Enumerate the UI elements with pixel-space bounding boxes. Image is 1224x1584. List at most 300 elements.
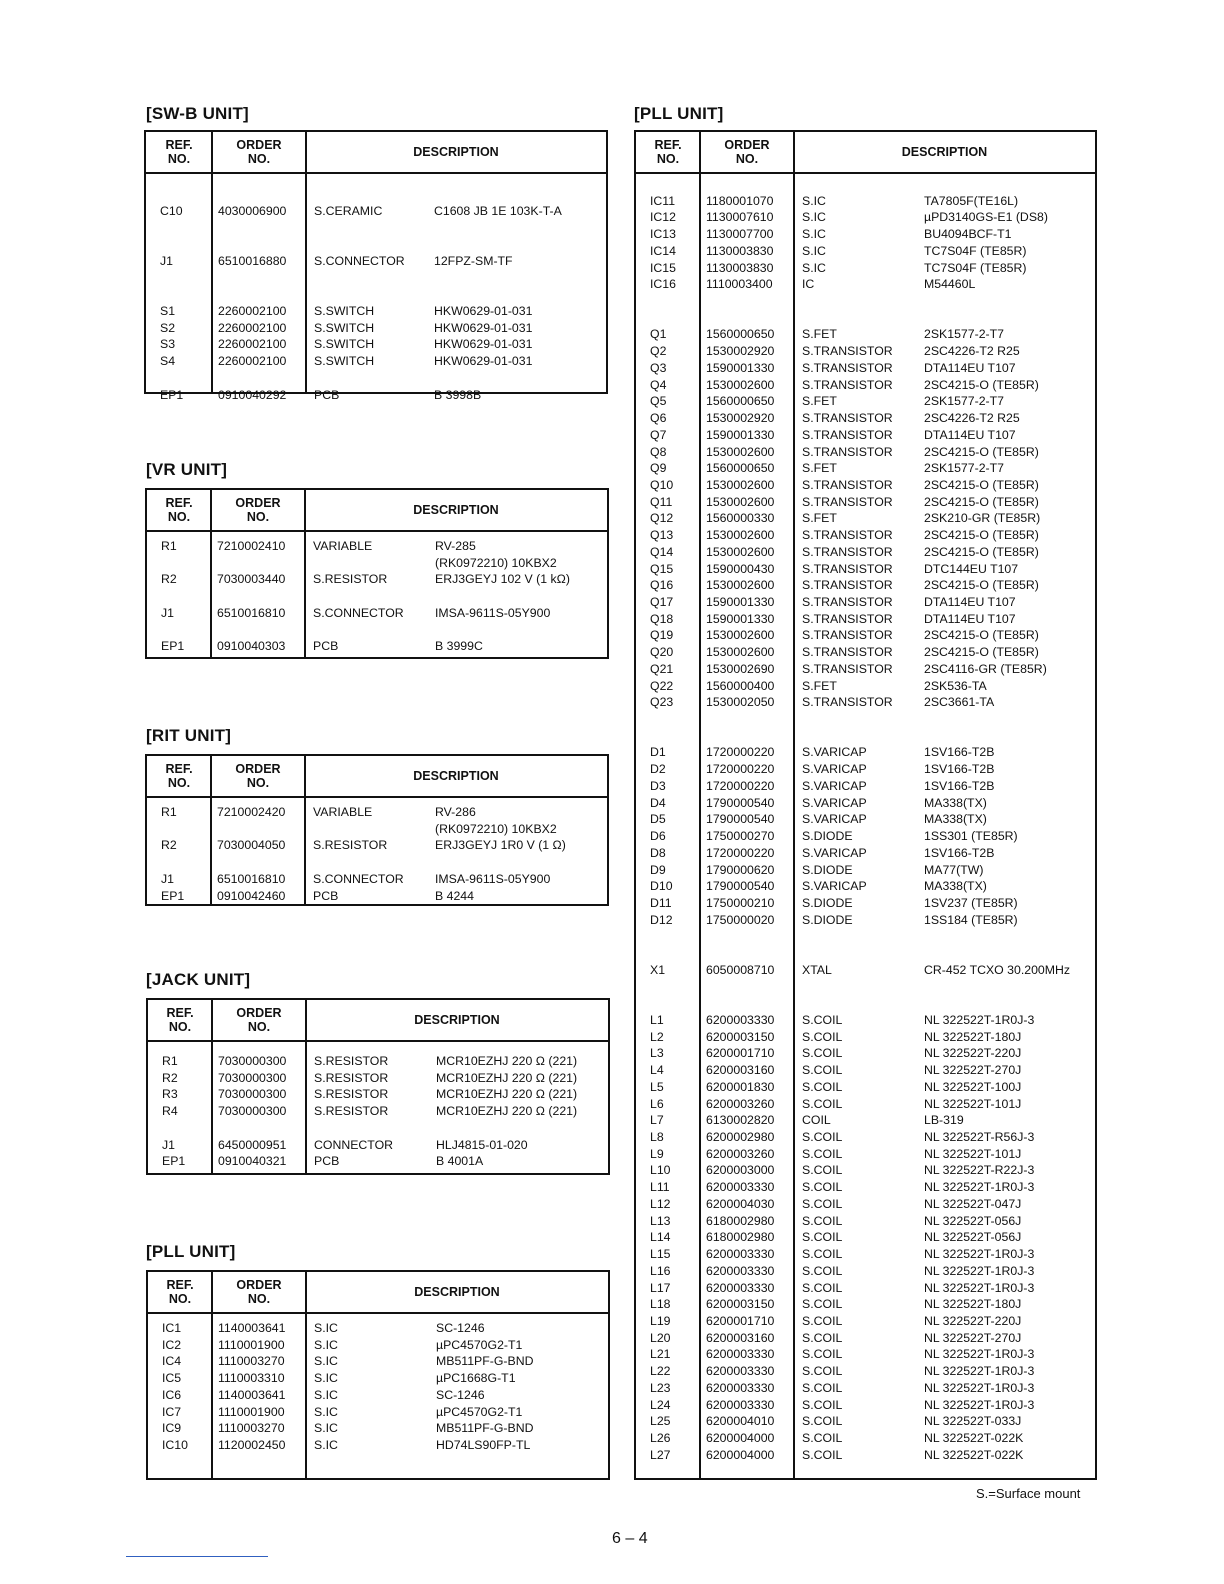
table-row bbox=[636, 661, 1095, 677]
part-cell: NL 322522T-047J bbox=[924, 1196, 1022, 1211]
ref-cell: R3 bbox=[162, 1087, 178, 1102]
ref-cell: J1 bbox=[162, 1137, 175, 1152]
part-cell: HKW0629-01-031 bbox=[434, 304, 533, 319]
order-cell: 1530002920 bbox=[706, 344, 775, 359]
order-cell: 1590001330 bbox=[706, 360, 775, 375]
type-cell: S.SWITCH bbox=[314, 354, 375, 369]
type-cell: S.COIL bbox=[802, 1163, 843, 1178]
type-cell: PCB bbox=[313, 888, 339, 903]
order-cell: 1130003830 bbox=[706, 260, 774, 275]
type-cell: S.COIL bbox=[802, 1397, 843, 1412]
order-cell: 6200003260 bbox=[706, 1096, 775, 1111]
part-cell: 2SC4215-O (TE85R) bbox=[924, 377, 1039, 392]
order-cell: 1790000540 bbox=[706, 812, 775, 827]
table-header bbox=[147, 490, 607, 532]
ref-cell: EP1 bbox=[162, 1154, 186, 1169]
order-cell: 1140003641 bbox=[218, 1387, 286, 1402]
table-row bbox=[636, 360, 1095, 376]
table-row bbox=[636, 494, 1095, 510]
ref-cell: IC1 bbox=[162, 1321, 182, 1335]
part-cell: ERJ3GEYJ 102 V (1 kΩ) bbox=[435, 572, 570, 587]
order-cell: 7030000300 bbox=[218, 1054, 287, 1068]
type-cell: S.IC bbox=[314, 1421, 338, 1436]
table-row bbox=[148, 1387, 608, 1403]
order-cell: 2260002100 bbox=[218, 354, 287, 369]
table-row bbox=[147, 571, 607, 587]
part-cell: HD74LS90FP-TL bbox=[436, 1438, 531, 1453]
type-cell: S.IC bbox=[314, 1404, 338, 1419]
part-cell: C1608 JB 1E 103K-T-A bbox=[434, 203, 562, 218]
ref-cell: L5 bbox=[650, 1079, 664, 1094]
sw-b-unit-table bbox=[144, 130, 608, 402]
ref-cell: L4 bbox=[650, 1063, 664, 1078]
part-cell: TC7S04F (TE85R) bbox=[924, 243, 1027, 258]
table-row bbox=[636, 226, 1095, 242]
table-row bbox=[636, 744, 1095, 760]
ref-cell: S3 bbox=[160, 337, 176, 352]
table-row bbox=[636, 427, 1095, 443]
part-cell: NL 322522T-1R0J-3 bbox=[924, 1364, 1035, 1379]
ref-cell: L3 bbox=[650, 1046, 664, 1061]
table-row bbox=[636, 561, 1095, 577]
type-cell: S.RESISTOR bbox=[313, 838, 388, 853]
type-cell: PCB bbox=[313, 639, 339, 654]
ref-cell: L17 bbox=[650, 1280, 671, 1295]
ref-cell: R1 bbox=[161, 539, 177, 553]
order-cell: 6200003260 bbox=[706, 1146, 775, 1161]
ref-cell: EP1 bbox=[161, 639, 185, 654]
part-cell: MCR10EZHJ 220 Ω (221) bbox=[436, 1054, 578, 1068]
part-cell: NL 322522T-270J bbox=[924, 1063, 1022, 1078]
ref-header: REF. NO. bbox=[166, 1278, 194, 1306]
part-cell: NL 322522T-R56J-3 bbox=[924, 1130, 1035, 1145]
order-cell: 6200003330 bbox=[706, 1380, 775, 1395]
type-cell: S.TRANSISTOR bbox=[802, 595, 893, 609]
type-cell: S.VARICAP bbox=[802, 762, 867, 777]
ref-cell: L2 bbox=[650, 1029, 664, 1044]
table-row bbox=[148, 1353, 608, 1369]
order-cell: 6200001710 bbox=[706, 1313, 775, 1328]
part-cell: NL 322522T-101J bbox=[924, 1096, 1022, 1111]
type-cell: S.SWITCH bbox=[314, 337, 375, 352]
type-cell: S.IC bbox=[802, 260, 826, 275]
order-cell: 1750000270 bbox=[706, 829, 775, 844]
part-cell: 2SK210-GR (TE85R) bbox=[924, 511, 1041, 526]
type-cell: S.RESISTOR bbox=[313, 572, 388, 587]
part-cell: (RK0972210) 10KBX2 bbox=[435, 555, 557, 570]
order-cell: 6200003150 bbox=[706, 1297, 775, 1312]
part-cell: MA338(TX) bbox=[924, 812, 987, 827]
order-cell: 1530002050 bbox=[706, 695, 775, 710]
type-cell: S.FET bbox=[802, 511, 837, 526]
type-cell: VARIABLE bbox=[313, 539, 373, 553]
order-cell: 1590001330 bbox=[706, 595, 775, 609]
part-cell: 2SC4226-T2 R25 bbox=[924, 344, 1020, 359]
order-cell: 6510016810 bbox=[217, 871, 286, 886]
ref-cell: S2 bbox=[160, 320, 176, 335]
order-cell: 1750000210 bbox=[706, 895, 775, 910]
order-cell: 6200003150 bbox=[706, 1029, 775, 1044]
part-cell: NL 322522T-1R0J-3 bbox=[924, 1013, 1035, 1027]
part-cell: 1SV237 (TE85R) bbox=[924, 895, 1018, 910]
type-cell: S.COIL bbox=[802, 1130, 843, 1145]
order-cell: 6510016810 bbox=[217, 605, 286, 620]
ref-cell: D5 bbox=[650, 812, 666, 827]
type-cell: S.FET bbox=[802, 327, 837, 342]
part-cell: 2SC4215-O (TE85R) bbox=[924, 544, 1039, 559]
part-cell: B 4001A bbox=[436, 1154, 484, 1169]
type-cell: S.RESISTOR bbox=[314, 1054, 389, 1068]
table-row bbox=[636, 1280, 1095, 1296]
type-cell: S.COIL bbox=[802, 1263, 843, 1278]
order-cell: 1110001900 bbox=[218, 1337, 285, 1352]
ref-cell: Q13 bbox=[650, 528, 674, 543]
type-cell: S.CONNECTOR bbox=[313, 871, 404, 886]
order-cell: 1790000540 bbox=[706, 879, 775, 894]
type-cell: S.COIL bbox=[802, 1146, 843, 1161]
part-cell: 2SC4215-O (TE85R) bbox=[924, 645, 1039, 660]
ref-cell: IC2 bbox=[162, 1337, 182, 1352]
table-row bbox=[636, 811, 1095, 827]
table-row bbox=[636, 1330, 1095, 1346]
table-row bbox=[148, 1153, 608, 1169]
ref-cell: D9 bbox=[650, 862, 666, 877]
type-cell: S.DIODE bbox=[802, 862, 853, 877]
part-cell: MCR10EZHJ 220 Ω (221) bbox=[436, 1087, 578, 1102]
ref-cell: Q21 bbox=[650, 661, 674, 676]
table-row bbox=[636, 1346, 1095, 1362]
type-cell: S.VARICAP bbox=[802, 745, 867, 760]
order-cell: 1790000540 bbox=[706, 795, 775, 810]
table-row bbox=[146, 387, 606, 403]
type-cell: S.COIL bbox=[802, 1079, 843, 1094]
table-row bbox=[636, 1263, 1095, 1279]
order-cell: 7030003440 bbox=[217, 572, 286, 587]
ref-cell: Q14 bbox=[650, 544, 674, 559]
part-cell: BU4094BCF-T1 bbox=[924, 227, 1012, 242]
table-row bbox=[146, 203, 606, 219]
part-cell: NL 322522T-180J bbox=[924, 1297, 1022, 1312]
table-row bbox=[636, 460, 1095, 476]
table-header bbox=[148, 1000, 608, 1042]
type-cell: S.VARICAP bbox=[802, 879, 867, 894]
type-cell: S.SWITCH bbox=[314, 304, 375, 319]
type-cell: S.IC bbox=[314, 1354, 338, 1369]
ref-cell: L24 bbox=[650, 1397, 671, 1412]
type-cell: S.CONNECTOR bbox=[314, 253, 405, 268]
ref-cell: D6 bbox=[650, 829, 666, 844]
order-cell: 6200003330 bbox=[706, 1013, 775, 1027]
ref-cell: L15 bbox=[650, 1247, 671, 1262]
table-row bbox=[147, 888, 607, 904]
type-cell: S.TRANSISTOR bbox=[802, 661, 893, 676]
type-cell: S.COIL bbox=[802, 1029, 843, 1044]
table-row bbox=[148, 1053, 608, 1069]
table-row bbox=[636, 1196, 1095, 1212]
order-cell: 7030000300 bbox=[218, 1070, 287, 1085]
part-cell: µPC4570G2-T1 bbox=[436, 1404, 523, 1419]
table-row bbox=[636, 1179, 1095, 1195]
part-cell: NL 322522T-022K bbox=[924, 1447, 1024, 1462]
type-cell: S.SWITCH bbox=[314, 320, 375, 335]
order-cell: 1180001070 bbox=[706, 193, 774, 208]
order-cell: 0910040292 bbox=[218, 387, 287, 402]
ref-cell: D11 bbox=[650, 895, 672, 910]
type-cell: S.FET bbox=[802, 394, 837, 409]
table-row bbox=[636, 527, 1095, 543]
order-cell: 1530002600 bbox=[706, 628, 775, 643]
table-row bbox=[147, 837, 607, 853]
description-header: DESCRIPTION bbox=[901, 145, 988, 159]
order-cell: 6200004000 bbox=[706, 1447, 775, 1462]
ref-cell: L20 bbox=[650, 1330, 671, 1345]
order-cell: 6510016880 bbox=[218, 253, 287, 268]
order-cell: 1130007610 bbox=[706, 210, 774, 225]
ref-cell: EP1 bbox=[160, 387, 184, 402]
ref-cell: L23 bbox=[650, 1380, 671, 1395]
ref-cell: D12 bbox=[650, 912, 673, 927]
part-cell: NL 322522T-056J bbox=[924, 1213, 1022, 1228]
table-row bbox=[636, 1246, 1095, 1262]
order-cell: 1110001900 bbox=[218, 1404, 285, 1419]
part-cell: 2SK1577-2-T7 bbox=[924, 327, 1004, 342]
ref-cell: L18 bbox=[650, 1297, 671, 1312]
type-cell: COIL bbox=[802, 1113, 831, 1128]
type-cell: S.TRANSISTOR bbox=[802, 578, 893, 593]
order-cell: 6200003330 bbox=[706, 1180, 775, 1195]
ref-cell: Q9 bbox=[650, 461, 667, 476]
order-cell: 1750000020 bbox=[706, 912, 775, 927]
bottom-rule bbox=[126, 1556, 268, 1557]
part-cell: 2SC4215-O (TE85R) bbox=[924, 494, 1039, 509]
type-cell: S.COIL bbox=[802, 1046, 843, 1061]
order-cell: 6200003000 bbox=[706, 1163, 775, 1178]
table-row bbox=[636, 678, 1095, 694]
ref-header: REF. NO. bbox=[165, 762, 193, 790]
ref-cell: D3 bbox=[650, 778, 666, 793]
table-row bbox=[636, 276, 1095, 292]
part-cell: TA7805F(TE16L) bbox=[924, 193, 1019, 208]
order-cell: 6200003330 bbox=[706, 1397, 775, 1412]
table-row bbox=[636, 577, 1095, 593]
table-row bbox=[636, 209, 1095, 225]
table-row bbox=[636, 912, 1095, 928]
table-header bbox=[147, 756, 607, 798]
ref-cell: Q8 bbox=[650, 444, 667, 459]
table-row bbox=[636, 594, 1095, 610]
table-row bbox=[636, 962, 1095, 978]
part-cell: NL 322522T-180J bbox=[924, 1029, 1022, 1044]
part-cell: 2SC4215-O (TE85R) bbox=[924, 528, 1039, 543]
ref-cell: D8 bbox=[650, 845, 666, 860]
type-cell: S.IC bbox=[802, 210, 826, 225]
part-cell: MA338(TX) bbox=[924, 879, 987, 894]
type-cell: S.TRANSISTOR bbox=[802, 528, 893, 543]
type-cell: S.IC bbox=[802, 227, 826, 242]
table-row bbox=[636, 444, 1095, 460]
table-row bbox=[636, 1413, 1095, 1429]
part-cell: 1SV166-T2B bbox=[924, 762, 995, 777]
vr-unit-table bbox=[145, 488, 609, 659]
part-cell: 2SK1577-2-T7 bbox=[924, 461, 1004, 476]
ref-cell: Q18 bbox=[650, 611, 674, 626]
order-cell: 1720000220 bbox=[706, 778, 775, 793]
order-cell: 1110003270 bbox=[218, 1354, 285, 1369]
type-cell: S.COIL bbox=[802, 1297, 843, 1312]
order-header: ORDER NO. bbox=[235, 496, 281, 524]
type-cell: S.TRANSISTOR bbox=[802, 561, 893, 576]
order-cell: 1530002600 bbox=[706, 645, 775, 660]
table-header bbox=[636, 132, 1095, 174]
ref-cell: Q5 bbox=[650, 394, 667, 409]
order-cell: 1130007700 bbox=[706, 227, 774, 242]
ref-cell: L11 bbox=[650, 1180, 670, 1195]
ref-header: REF. NO. bbox=[165, 496, 193, 524]
sw-b-unit-title: [SW-B UNIT] bbox=[146, 104, 249, 123]
part-cell: HKW0629-01-031 bbox=[434, 337, 533, 352]
order-cell: 6200003160 bbox=[706, 1330, 775, 1345]
part-cell: CR-452 TCXO 30.200MHz bbox=[924, 962, 1071, 977]
table-row bbox=[636, 544, 1095, 560]
order-cell: 2260002100 bbox=[218, 320, 287, 335]
ref-cell: L14 bbox=[650, 1230, 671, 1245]
table-row bbox=[636, 1012, 1095, 1028]
order-cell: 6200003330 bbox=[706, 1280, 775, 1295]
ref-cell: IC5 bbox=[162, 1371, 182, 1386]
type-cell: S.CERAMIC bbox=[314, 203, 383, 218]
type-cell: S.COIL bbox=[802, 1380, 843, 1395]
part-cell: µPD3140GS-E1 (DS8) bbox=[924, 210, 1048, 225]
type-cell: S.COIL bbox=[802, 1414, 843, 1429]
table-row bbox=[636, 1229, 1095, 1245]
pll-unit-right-table bbox=[634, 130, 1097, 1480]
part-cell: TC7S04F (TE85R) bbox=[924, 260, 1027, 275]
part-cell: 2SC4116-GR (TE85R) bbox=[924, 661, 1047, 676]
ref-cell: R2 bbox=[162, 1070, 178, 1085]
table-row bbox=[636, 778, 1095, 794]
type-cell: S.COIL bbox=[802, 1313, 843, 1328]
ref-cell: L12 bbox=[650, 1196, 671, 1211]
order-cell: 6200001830 bbox=[706, 1079, 775, 1094]
order-cell: 1110003310 bbox=[218, 1371, 285, 1386]
table-row bbox=[636, 644, 1095, 660]
table-row bbox=[636, 410, 1095, 426]
ref-cell: L8 bbox=[650, 1130, 664, 1145]
ref-cell: Q19 bbox=[650, 628, 674, 643]
table-row bbox=[148, 1437, 608, 1453]
ref-cell: Q22 bbox=[650, 678, 674, 693]
type-cell: S.FET bbox=[802, 678, 837, 693]
table-row bbox=[636, 326, 1095, 342]
table-row bbox=[636, 1146, 1095, 1162]
ref-cell: IC6 bbox=[162, 1387, 182, 1402]
part-cell: 2SC3661-TA bbox=[924, 695, 995, 710]
part-cell: M54460L bbox=[924, 277, 976, 292]
part-cell: 12FPZ-SM-TF bbox=[434, 253, 513, 268]
part-cell: RV-285 bbox=[435, 539, 476, 553]
order-cell: 1560000400 bbox=[706, 678, 775, 693]
part-cell: DTA114EU T107 bbox=[924, 611, 1016, 626]
table-row bbox=[636, 193, 1095, 209]
order-cell: 1530002690 bbox=[706, 661, 775, 676]
order-header: ORDER NO. bbox=[236, 138, 282, 166]
table-row bbox=[636, 694, 1095, 710]
table-row bbox=[147, 555, 607, 571]
type-cell: PCB bbox=[314, 387, 340, 402]
table-row bbox=[147, 538, 607, 554]
part-cell: NL 322522T-022K bbox=[924, 1431, 1024, 1445]
part-cell: RV-286 bbox=[435, 805, 476, 819]
part-cell: NL 322522T-R22J-3 bbox=[924, 1163, 1035, 1178]
order-cell: 7030004050 bbox=[217, 838, 286, 853]
type-cell: S.IC bbox=[314, 1321, 338, 1335]
part-cell: µPC1668G-T1 bbox=[436, 1371, 516, 1386]
ref-cell: IC7 bbox=[162, 1404, 182, 1419]
type-cell: VARIABLE bbox=[313, 805, 373, 819]
part-cell: HKW0629-01-031 bbox=[434, 354, 533, 369]
part-cell: NL 322522T-056J bbox=[924, 1230, 1022, 1245]
type-cell: CONNECTOR bbox=[314, 1137, 394, 1152]
order-cell: 1720000220 bbox=[706, 845, 775, 860]
part-cell: NL 322522T-100J bbox=[924, 1079, 1022, 1094]
order-cell: 1110003400 bbox=[706, 277, 773, 292]
part-cell: NL 322522T-1R0J-3 bbox=[924, 1347, 1035, 1362]
table-row bbox=[636, 243, 1095, 259]
order-cell: 1530002600 bbox=[706, 477, 775, 492]
part-cell: LB-319 bbox=[924, 1113, 964, 1128]
type-cell: S.TRANSISTOR bbox=[802, 411, 893, 426]
order-cell: 7210002410 bbox=[217, 539, 286, 553]
order-cell: 1720000220 bbox=[706, 745, 775, 760]
part-cell: NL 322522T-220J bbox=[924, 1046, 1022, 1061]
table-row bbox=[636, 761, 1095, 777]
description-header: DESCRIPTION bbox=[413, 145, 499, 159]
part-cell: DTA114EU T107 bbox=[924, 595, 1016, 609]
order-cell: 6200002980 bbox=[706, 1130, 775, 1145]
order-cell: 1560000650 bbox=[706, 461, 775, 476]
ref-cell: IC4 bbox=[162, 1354, 182, 1369]
jack-unit-title: [JACK UNIT] bbox=[146, 970, 251, 989]
table-row bbox=[636, 510, 1095, 526]
type-cell: S.COIL bbox=[802, 1447, 843, 1462]
table-row bbox=[636, 795, 1095, 811]
order-cell: 1110003270 bbox=[218, 1421, 285, 1436]
table-row bbox=[636, 1045, 1095, 1061]
part-cell: MA338(TX) bbox=[924, 795, 987, 810]
ref-cell: Q6 bbox=[650, 411, 667, 426]
ref-cell: L9 bbox=[650, 1146, 664, 1161]
part-cell: DTA114EU T107 bbox=[924, 360, 1016, 375]
part-cell: IMSA-9611S-05Y900 bbox=[435, 871, 551, 886]
table-row bbox=[148, 1320, 608, 1336]
pll-unit-left-table bbox=[146, 1270, 610, 1480]
table-row bbox=[636, 477, 1095, 493]
type-cell: S.IC bbox=[314, 1438, 338, 1453]
table-row bbox=[636, 343, 1095, 359]
ref-cell: L10 bbox=[650, 1163, 671, 1178]
type-cell: S.COIL bbox=[802, 1063, 843, 1078]
type-cell: S.COIL bbox=[802, 1196, 843, 1211]
type-cell: S.TRANSISTOR bbox=[802, 477, 893, 492]
type-cell: S.COIL bbox=[802, 1096, 843, 1111]
ref-cell: D10 bbox=[650, 879, 673, 894]
order-header: ORDER NO. bbox=[235, 762, 281, 790]
ref-cell: J1 bbox=[161, 605, 174, 620]
ref-cell: Q4 bbox=[650, 377, 667, 392]
part-cell: NL 322522T-1R0J-3 bbox=[924, 1263, 1035, 1278]
part-cell: HKW0629-01-031 bbox=[434, 320, 533, 335]
part-cell: B 3998B bbox=[434, 387, 482, 402]
